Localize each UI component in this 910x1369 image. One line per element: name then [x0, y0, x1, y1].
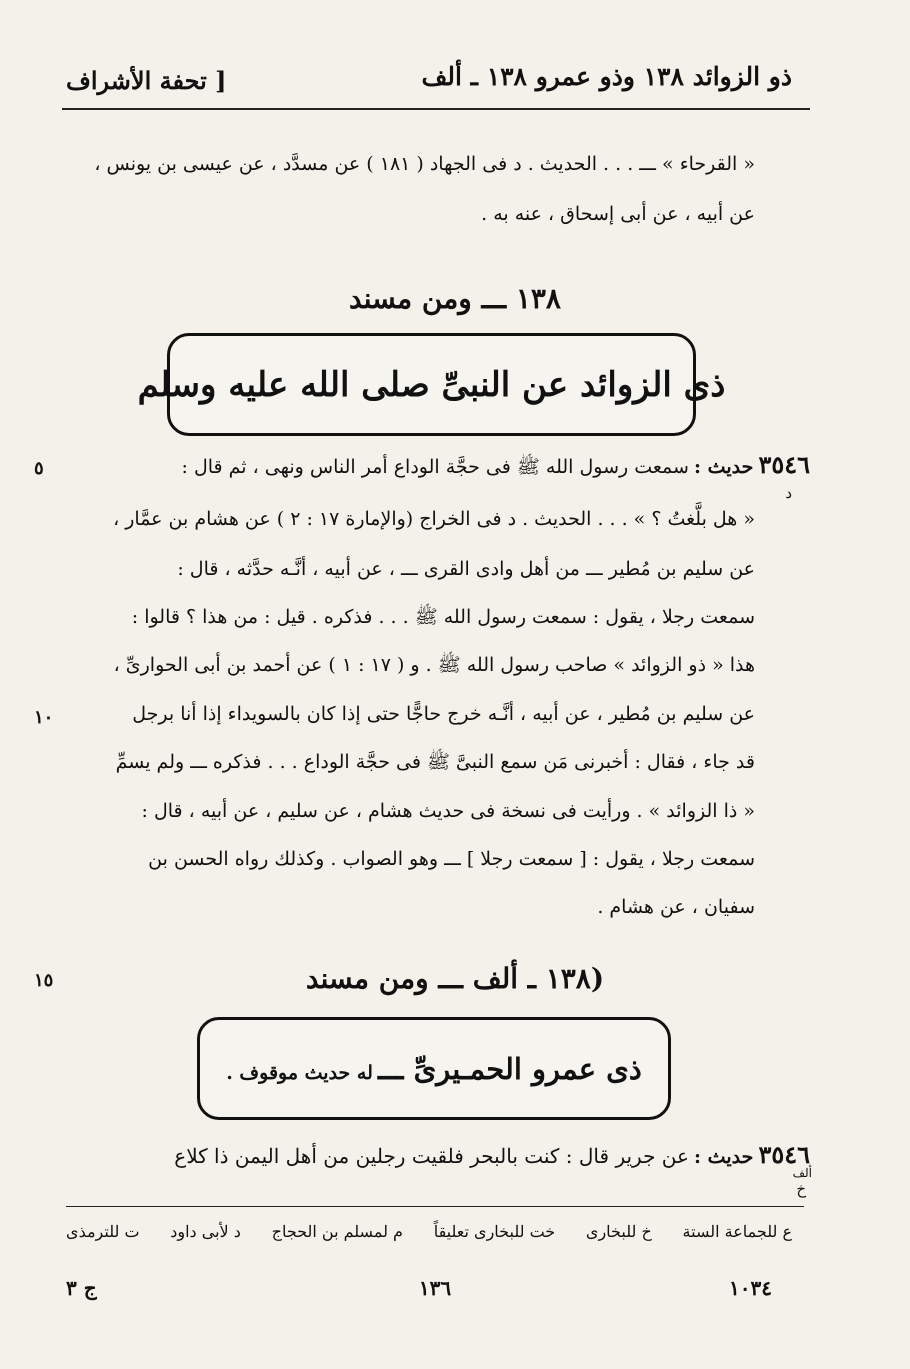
abbr-muslim: م لمسلم بن الحجاج	[271, 1222, 403, 1241]
line-number-10: ١٠	[34, 707, 54, 728]
hadith-text-line-4: سمعت رجلا ، يقول : سمعت رسول الله ﷺ . . . فذكره . قيل : من هذا ؟ قالوا :	[131, 606, 755, 628]
section-name-2-note: له حديث موقوف .	[226, 1061, 373, 1084]
hadith-text-line-3: عن سليم بن مُطير ـــ من أهل وادى القرى ـــ ، عن أبيه ، أنَّـه حدَّثه ، قال :	[177, 558, 755, 580]
abbr-tirmidhi: ت للترمذى	[66, 1222, 140, 1241]
hadith-number: ٣٥٤٦	[758, 450, 810, 479]
abbr-bukhari-taliq: خت للبخارى تعليقاً	[433, 1222, 556, 1241]
hadith-text-line-7: قد جاء ، فقال : أخبرنى مَن سمع النبىَّ ﷺ فى حجَّة الوداع . . . فذكره ـــ ولم يسمِّ	[115, 751, 755, 773]
footer-rule	[66, 1206, 804, 1207]
hadith-number-2: ٣٥٤٦	[758, 1140, 810, 1169]
folio-number: ١٠٣٤	[729, 1276, 772, 1300]
header-rule	[62, 108, 810, 110]
section-name-2	[226, 1052, 642, 1086]
running-header-title: ذو الزوائد ١٣٨ وذو عمرو ١٣٨ ـ ألف	[421, 62, 792, 91]
hadith-text-line-9: سمعت رجلا ، يقول : [ سمعت رجلا ] ـــ وهو الصواب . وكذلك رواه الحسن بن	[148, 848, 755, 870]
section-heading-138: ١٣٨ ـــ ومن مسند	[349, 282, 561, 315]
volume-label: ج ٣	[66, 1276, 97, 1300]
siglum-alif: ألف	[792, 1166, 812, 1180]
hadith-3546-alif-line	[66, 1140, 810, 1169]
hadith-text-line-6: عن سليم بن مُطير ، عن أبيه ، أنَّـه خرج حاجًّا حتى إذا كان بالسويداء إذا أنا برجل	[132, 703, 755, 725]
line-number-15: ١٥	[34, 970, 54, 991]
abbr-jamaa: ع للجماعة الستة	[682, 1222, 792, 1241]
page-number: ١٣٦	[418, 1276, 452, 1300]
section-name-1: ذى الزوائد عن النبىِّ صلى الله عليه وسلم	[137, 364, 726, 405]
siglum-kha: خ	[796, 1180, 806, 1198]
siglum-dal: د	[785, 484, 792, 502]
section-name-box-2	[197, 1017, 671, 1120]
hadith-2-text: عن جرير قال : كنت بالبحر فلقيت رجلين من أهل اليمن ذا كلاع	[174, 1144, 689, 1168]
abbr-abu-dawud: د لأبى داود	[170, 1222, 241, 1241]
abbr-bukhari: خ للبخارى	[585, 1222, 652, 1241]
section-heading-138-alif: (١٣٨ ـ ألف ـــ ومن مسند	[305, 962, 605, 995]
intro-line-2: عن أبيه ، عن أبى إسحاق ، عنه به .	[481, 203, 755, 225]
line-number-5: ٥	[34, 458, 44, 479]
hadith-label-2: حديث :	[694, 1146, 754, 1168]
hadith-text-line-8: « ذا الزوائد » . ورأيت فى نسخة فى حديث هشام ، عن سليم ، عن أبيه ، قال :	[141, 800, 755, 822]
hadith-label: حديث :	[694, 456, 754, 478]
running-header-work: [ تحفة الأشراف	[66, 66, 227, 95]
section-name-box-1	[137, 333, 726, 436]
hadith-text-line-10: سفيان ، عن هشام .	[597, 896, 755, 918]
hadith-text-line-5: هذا « ذو الزوائد » صاحب رسول الله ﷺ . و ( ١٧ : ١ ) عن أحمد بن أبى الحوارىِّ ،	[113, 654, 755, 676]
abbreviations-key	[66, 1222, 792, 1241]
hadith-text-line-2: « هل بلَّغتُ ؟ » . . . الحديث . د فى الخراج (والإمارة ١٧ : ٢ ) عن هشام بن عمَّار ،	[113, 508, 755, 530]
hadith-text-line-1: سمعت رسول الله ﷺ فى حجَّة الوداع أمر الناس ونهى ، ثم قال :	[181, 456, 689, 478]
section-name-2-main: ذى عمرو الحمـيرىِّ ـــ	[377, 1051, 642, 1086]
hadith-3546-first-line	[66, 450, 810, 482]
intro-line-1: « القرحاء » ـــ . . . الحديث . د فى الجهاد ( ١٨١ ) عن مسدَّد ، عن عيسى بن يونس ،	[94, 153, 755, 175]
